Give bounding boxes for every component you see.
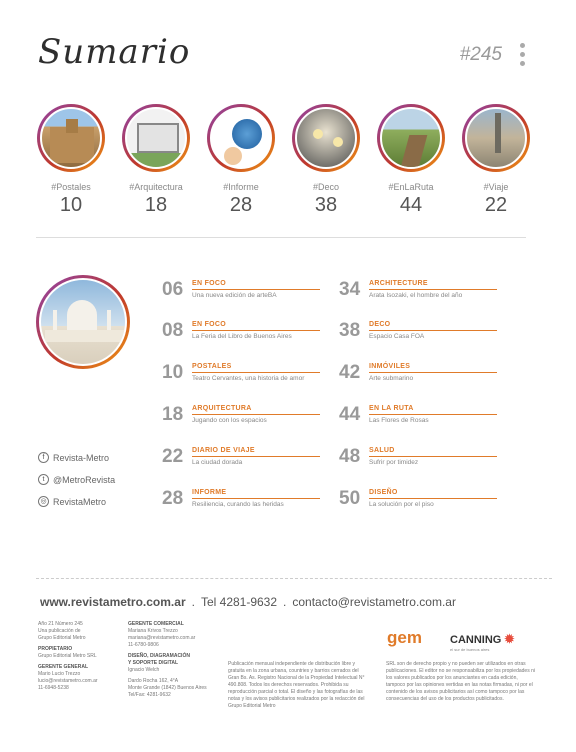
toc-section: SALUD [369,447,395,454]
phone-number: Tel 4281-9632 [200,595,278,609]
social-instagram[interactable] [38,496,106,507]
colofon-text: Mario Lucio Trezzo [38,671,81,677]
colofon-text: Ignacio Welch [128,667,160,673]
toc-section: DECO [369,321,391,328]
toc-line [369,498,497,499]
canning-name: CANNING [450,634,502,646]
toc-page: 42 [339,362,361,383]
toc-page: 22 [162,446,184,467]
mosque-photo [36,275,130,369]
toc-line [192,414,320,415]
toc-section: POSTALES [192,363,232,370]
toc-desc: La solución por el piso [369,501,434,508]
page-title: Sumario [38,32,191,72]
colofon-text: 11-6948-5238 [38,685,69,691]
colofon-text: Grupo Editorial Metro [38,635,86,641]
colofon-heading: GERENTE COMERCIAL [128,621,184,627]
contact-line: www.revistametro.com.ar . Tel 4281-9632 . contacto@revistametro.com.ar [40,595,456,609]
toc-line [369,289,497,290]
toc-entry[interactable] [162,279,322,305]
toc-page: 48 [339,446,361,467]
toc-line [192,372,320,373]
toc-entry[interactable] [162,488,322,514]
colofon-heading: GERENTE GENERAL [38,664,89,670]
toc-desc: La Feria del Libro de Buenos Aires [192,333,292,340]
toc-page: 18 [162,404,184,425]
highlight-tag: #Informe [223,182,259,192]
toc-page: 28 [162,488,184,509]
globe-illustration-icon [210,107,272,169]
toc-entry[interactable] [162,320,322,346]
colofon-text: Año 21 Número 245 [38,621,83,627]
highlight-tag: #Arquitectura [129,182,183,192]
colofon-text: Una publicación de [38,628,81,634]
toc-entry[interactable] [339,279,499,305]
toc-section: EN FOCO [192,321,226,328]
toc-line [192,498,320,499]
colofon-text: Mariana Krivos Trezzo [128,628,178,634]
toc-section: DIARIO DE VIAJE [192,447,255,454]
highlight-arquitectura[interactable] [121,104,191,217]
highlight-page: 22 [484,194,508,216]
city-photo-icon [465,107,527,169]
toc-section: INMÓVILES [369,363,411,370]
toc-page: 34 [339,279,361,300]
divider [36,237,526,238]
colofon-text: Tel/Fax: 4281-9632 [128,692,171,698]
highlight-deco[interactable] [291,104,361,217]
toc-section: EN FOCO [192,280,226,287]
colofon-heading: Y SOPORTE DIGITAL [128,660,179,666]
highlight-page: 38 [314,194,338,216]
colofon-text: mariana@revistametro.com.ar [128,635,196,641]
highlight-tag: #Deco [312,182,339,192]
toc-entry[interactable] [339,362,499,388]
mosque-photo-icon [39,278,127,366]
toc-section: ARQUITECTURA [192,405,252,412]
facebook-handle: Revista-Metro [53,452,110,463]
toc-entry[interactable] [162,362,322,388]
issue-number: #245 [459,44,502,65]
social-twitter[interactable] [38,474,115,485]
toc-section: DISEÑO [369,489,398,496]
toc-entry[interactable] [339,446,499,472]
facebook-icon: f [38,452,49,463]
toc-desc: Jugando con los espacios [192,417,267,424]
highlight-page: 28 [229,194,253,216]
colofon-text: Monte Grande (1842) Buenos Aires [128,685,207,691]
colofon-text: Grupo Editorial Metro SRL [38,653,97,659]
colofon-heading: DISEÑO, DIAGRAMACIÓN [128,653,190,659]
highlight-tag: #EnLaRuta [388,182,434,192]
toc-entry[interactable] [339,488,499,514]
toc-desc: Teatro Cervantes, una historia de amor [192,375,305,382]
divider [36,578,552,579]
toc-desc: La ciudad dorada [192,459,243,466]
colofon-text: lucio@revistametro.com.ar [38,678,98,684]
toc-section: EN LA RUTA [369,405,414,412]
toc-desc: Espacio Casa FOA [369,333,425,340]
toc-desc: Arte submarino [369,375,414,382]
toc-entry[interactable] [162,404,322,430]
website-link[interactable]: www.revistametro.com.ar [40,595,186,609]
toc-entry[interactable] [339,404,499,430]
social-facebook[interactable] [38,452,109,463]
instagram-handle: RevistaMetro [53,496,107,507]
lamps-photo-icon [295,107,357,169]
toc-entry[interactable] [339,320,499,346]
toc-section: ARCHITECTURE [369,280,428,287]
boardwalk-photo-icon [380,107,442,169]
highlight-page: 44 [399,194,423,216]
toc-line [192,289,320,290]
canning-logo [450,632,514,652]
toc-page: 10 [162,362,184,383]
colofon-col2 [128,621,220,703]
starburst-icon: ✹ [504,632,515,646]
toc-line [369,330,497,331]
twitter-handle: @MetroRevista [53,474,116,485]
colofon-legal-2: SRL son de derecho propio y no pueden ser utilizados en otras publicaciones. El editor no se responsabiliza por los propiedades ni los valores publicados por los anunciantes en cada edición, tampoco por las opiniones vertidas en las notas firmadas, ni por el contenido de los avisos publicitarios así como tampoco por las consecuencias del uso de los productos publicitados. [386,661,535,702]
colofon-text: Dardo Rocha 162, 4°A [128,678,179,684]
highlight-viaje[interactable] [461,104,531,217]
colofon-text: 11-6780-9806 [128,642,159,648]
toc-page: 08 [162,320,184,341]
building-photo-icon [40,107,102,169]
architecture-photo-icon [125,107,187,169]
email-link[interactable]: contacto@revistametro.com.ar [292,595,456,609]
highlight-page: 10 [59,194,83,216]
toc-desc: Una nueva edición de arteBA [192,292,277,299]
twitter-icon: t [38,474,49,485]
toc-desc: Las Flores de Rosas [369,417,429,424]
canning-tagline: el sur de buenos aires [450,647,490,652]
toc-line [369,456,497,457]
toc-line [192,330,320,331]
colofon-legal: Publicación mensual independiente de distribución libre y gratuita en la zona urbana, countries y barrios cerrados del Gran Bs. As. Registro Nacional de la Propiedad Intelectual N° 490.808. Todos los derechos reservados. Prohibida su reproducción parcial o total. El diseño y las fotografías de las notas y los avisos publicitarios realizados por la redacción del Grupo Editorial Metro [228,661,365,709]
toc-page: 38 [339,320,361,341]
toc-line [369,372,497,373]
colofon-heading: PROPIETARIO [38,646,73,652]
toc-line [369,414,497,415]
toc-desc: Resiliencia, curando las heridas [192,501,284,508]
toc-page: 50 [339,488,361,509]
gem-logo: gem [387,628,422,647]
highlight-postales[interactable] [36,104,106,217]
toc-entry[interactable] [162,446,322,472]
toc-page: 44 [339,404,361,425]
toc-section: INFORME [192,489,227,496]
instagram-icon: ◎ [38,496,49,507]
more-options-icon[interactable] [520,43,526,70]
colofon-col1 [38,621,118,696]
highlights-row [36,104,536,224]
highlight-tag: #Postales [51,182,91,192]
highlight-tag: #Viaje [483,182,509,192]
toc-desc: Sufrir por timidez [369,459,419,466]
toc-desc: Arata Isozaki, el hombre del año [369,292,463,299]
highlight-page: 18 [144,194,168,216]
toc-page: 06 [162,279,184,300]
toc-line [192,456,320,457]
highlight-enlaruta[interactable] [376,104,446,217]
highlight-informe[interactable] [206,104,276,217]
